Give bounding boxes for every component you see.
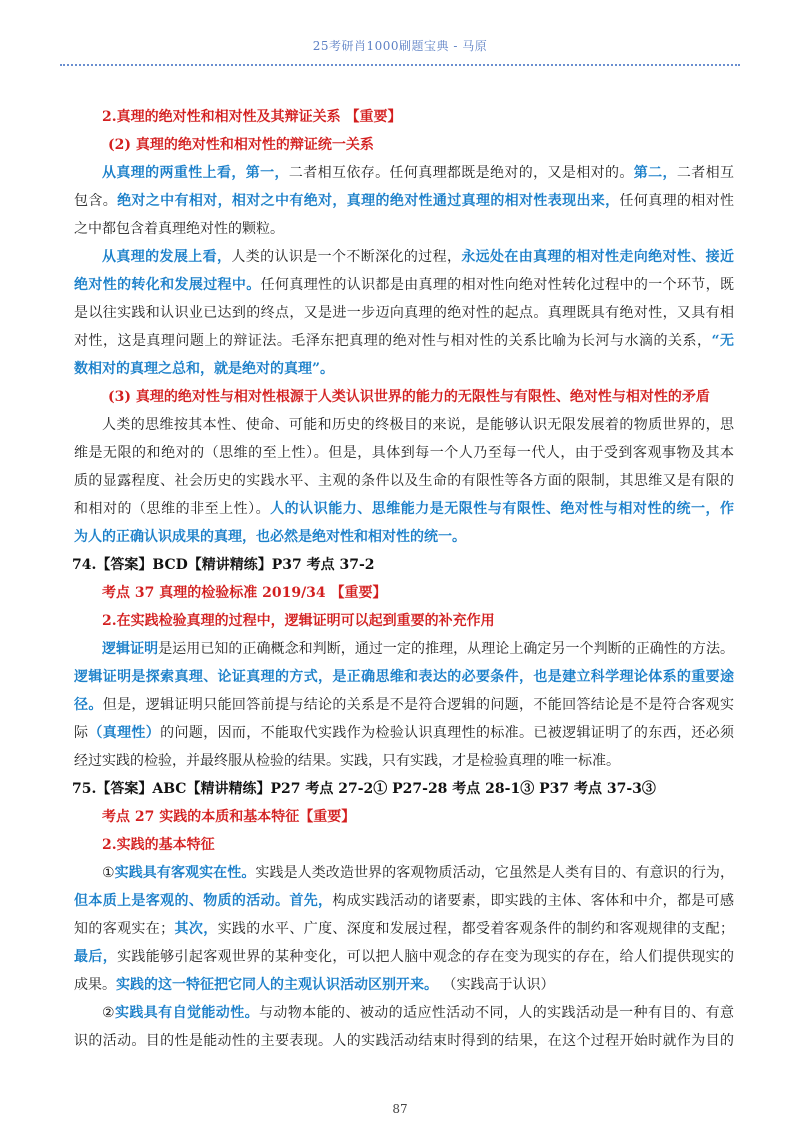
kaodian-heading: 考点 27 实践的本质和基本特征【重要】 (102, 809, 356, 825)
paragraph-line: 逻辑证明是探索真理、论证真理的方式，是正确思维和表达的必要条件，也是建立科学理论体系的重要途 (74, 669, 734, 685)
paragraph-line: ②实践具有自觉能动性。与动物本能的、被动的适应性活动不同，人的实践活动是一种有目的、有意 (102, 1005, 734, 1021)
paragraph-line: 际（真理性）的问题，因而，不能取代实践作为检验认识真理性的标准。已被逻辑证明了的东西，还必须 (74, 725, 734, 741)
section-heading: 2.真理的绝对性和相对性及其辩证关系 【重要】 (102, 109, 402, 125)
page-number: 87 (392, 1102, 408, 1116)
paragraph-line: 质的显露程度、社会历史的实践水平、主观的条件以及生命的有限性等各方面的限制，其思维又是有限的 (74, 473, 734, 489)
paragraph-line: 从真理的两重性上看，第一，二者相互依存。任何真理都既是绝对的，又是相对的。第二，二者相互 (102, 165, 734, 181)
paragraph-line: 逻辑证明是运用已知的正确概念和判断，通过一定的推理，从理论上确定另一个判断的正确性的方法。 (102, 641, 734, 657)
paragraph-line: 径。但是，逻辑证明只能回答前提与结论的关系是不是符合逻辑的问题，不能回答结论是不是符合客观实 (74, 697, 734, 713)
running-header: 25考研肖1000刷题宝典 - 马原 (312, 39, 488, 53)
subsection-heading: (2) 真理的绝对性和相对性的辩证统一关系 (108, 137, 374, 153)
page-content (74, 103, 734, 1055)
paragraph-line: 之中都包含着真理绝对性的颗粒。 (74, 221, 284, 237)
paragraph-line: 最后，实践能够引起客观世界的某种变化，可以把人脑中观念的存在变为现实的存在，给人们提供现实的 (74, 949, 734, 965)
paragraph-line: 包含。绝对之中有相对，相对之中有绝对，真理的绝对性通过真理的相对性表现出来，任何真理的相对性 (74, 193, 734, 209)
paragraph-line: 从真理的发展上看，人类的认识是一个不断深化的过程，永远处在由真理的相对性走向绝对性、接近 (102, 249, 734, 265)
paragraph-line: 但本质上是客观的、物质的活动。首先，构成实践活动的诸要素，即实践的主体、客体和中介，都是可感 (74, 893, 734, 909)
paragraph-line: 数相对的真理之总和，就是绝对的真理”。 (74, 361, 335, 377)
paragraph-line: 维是无限的和绝对的（思维的至上性）。但是，具体到每一个人乃至每一代人，由于受到客观事物及其本 (74, 445, 734, 461)
paragraph-line: 知的客观实在；其次，实践的水平、广度、深度和发展过程，都受着客观条件的制约和客观规律的支配； (74, 921, 734, 937)
header-divider (60, 64, 740, 66)
subsection-heading: (3) 真理的绝对性与相对性根源于人类认识世界的能力的无限性与有限性、绝对性与相对性的矛盾 (108, 389, 710, 405)
paragraph-line: 和相对的（思维的非至上性）。人的认识能力、思维能力是无限性与有限性、绝对性与相对性的统一，作 (74, 501, 734, 517)
paragraph-line: 对性，这是真理问题上的辩证法。毛泽东把真理的绝对性与相对性的关系比喻为长河与水滴的关系，“无 (74, 333, 734, 349)
paragraph-line: 成果。实践的这一特征把它同人的主观认识活动区别开来。 （实践高于认识） (74, 977, 555, 993)
answer-line-75: 75.【答案】ABC【精讲精练】P27 考点 27-2① P27-28 考点 28-1③ P37 考点 37-3③ (72, 781, 656, 797)
paragraph-line: ①实践具有客观实在性。实践是人类改造世界的客观物质活动，它虽然是人类有目的、有意识的行为， (102, 865, 734, 881)
paragraph-line: 绝对性的转化和发展过程中。任何真理性的认识都是由真理的相对性向绝对性转化过程中的一个环节，既 (74, 277, 734, 293)
section-heading: 2.实践的基本特征 (102, 837, 215, 853)
kaodian-heading: 考点 37 真理的检验标准 2019/34 【重要】 (102, 585, 387, 601)
paragraph-line: 识的活动。目的性是能动性的主要表现。人的实践活动结束时得到的结果，在这个过程开始时就作为目的 (74, 1033, 734, 1049)
section-heading: 2.在实践检验真理的过程中，逻辑证明可以起到重要的补充作用 (102, 613, 495, 629)
paragraph-line: 经过实践的检验，并最终服从检验的结果。实践，只有实践，才是检验真理的唯一标准。 (74, 753, 620, 769)
paragraph-line: 是以往实践和认识业已达到的终点，又是进一步迈向真理的绝对性的起点。真理既具有绝对性，又具有相 (74, 305, 734, 321)
answer-line-74: 74.【答案】BCD【精讲精练】P37 考点 37-2 (72, 557, 375, 573)
paragraph-line: 人类的思维按其本性、使命、可能和历史的终极目的来说，是能够认识无限发展着的物质世界的，思 (102, 417, 734, 433)
paragraph-line: 为人的正确认识成果的真理，也必然是绝对性和相对性的统一。 (74, 529, 466, 545)
